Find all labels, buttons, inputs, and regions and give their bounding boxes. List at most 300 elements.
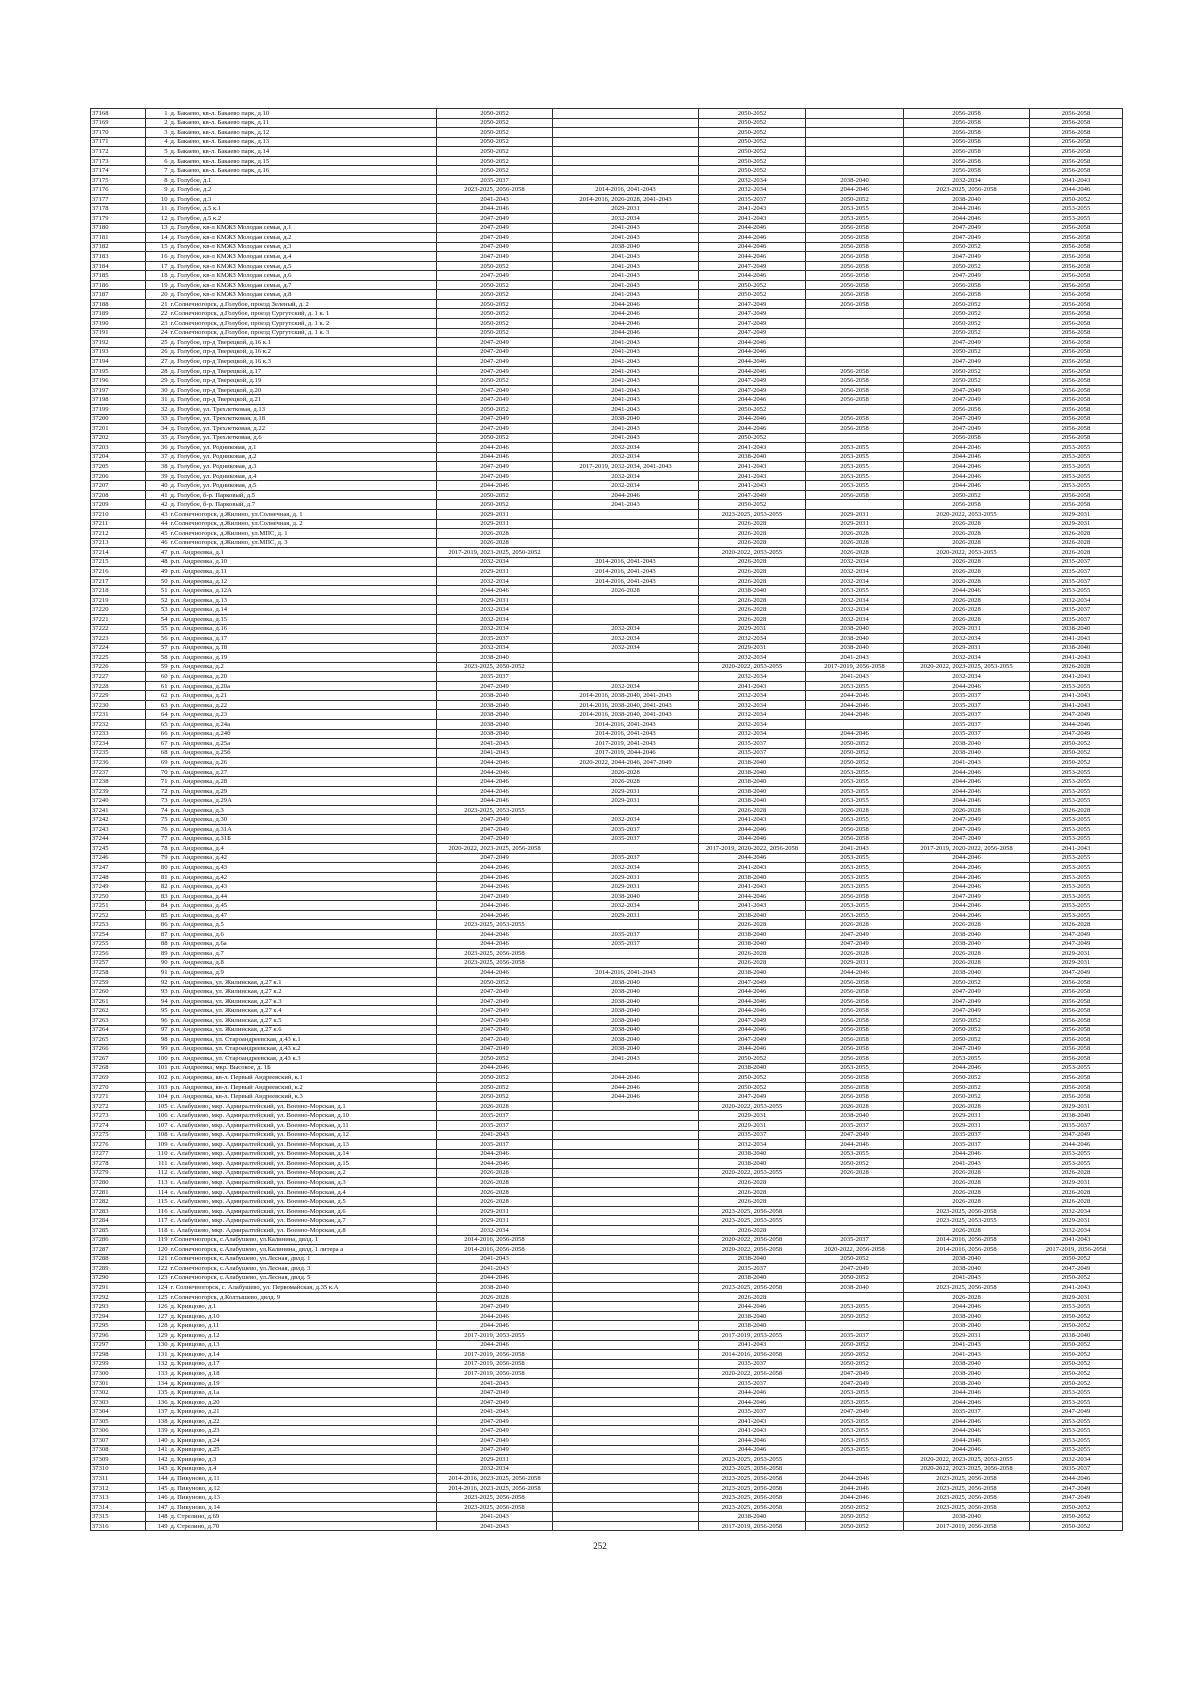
table-row [91,1006,1123,1016]
period-cell-1: 2047-2049 [437,1025,553,1035]
period-cell-6: 2053-2055 [1030,1063,1123,1073]
period-cell-6: 2056-2058 [1030,223,1123,233]
ordinal-cell: 70 [146,767,170,777]
address-cell: д. Голубое, пр-д Тверецкой, д.16 к.2 [170,347,437,357]
period-cell-3: 2029-2031 [699,1111,806,1121]
period-cell-6: 2041-2043 [1030,1283,1123,1293]
table-row [91,1416,1123,1426]
period-cell-6: 2053-2055 [1030,872,1123,882]
ordinal-cell: 145 [146,1483,170,1493]
period-cell-6: 2056-2058 [1030,500,1123,510]
address-cell: р.п. Андреевка, кв-л. Первый Андреевский, к.3 [170,1092,437,1102]
period-cell-6: 2050-2052 [1030,1378,1123,1388]
table-row [91,1140,1123,1150]
address-cell: р.п. Андреевка, д.43 [170,882,437,892]
table-row [91,1178,1123,1188]
period-cell-5: 2023-2025, 2056-2058 [904,1502,1030,1512]
period-cell-3: 2044-2046 [699,1436,806,1446]
table-row [91,1464,1123,1474]
period-cell-6: 2053-2055 [1030,815,1123,825]
ordinal-cell: 46 [146,538,170,548]
period-cell-1: 2023-2025, 2056-2058 [437,185,553,195]
period-cell-6: 2053-2055 [1030,786,1123,796]
period-cell-5: 2038-2040 [904,739,1030,749]
table-row [91,529,1123,539]
period-cell-2: 2035-2037 [553,853,699,863]
table-row [91,1436,1123,1446]
period-cell-2: 2041-2043 [553,338,699,348]
row-id-cell: 37177 [91,194,146,204]
period-cell-3: 2047-2049 [699,319,806,329]
address-cell: р.п. Андреевка, д.28 [170,777,437,787]
period-cell-1: 2032-2034 [437,576,553,586]
period-cell-6: 2047-2049 [1030,1493,1123,1503]
table-row [91,910,1123,920]
period-cell-2: 2032-2034 [553,214,699,224]
period-cell-5: 2044-2046 [904,863,1030,873]
period-cell-5: 2056-2058 [904,156,1030,166]
period-cell-2: 2041-2043 [553,271,699,281]
period-cell-6: 2029-2031 [1030,1292,1123,1302]
period-cell-3: 2038-2040 [699,1273,806,1283]
table-row [91,748,1123,758]
table-row [91,1407,1123,1417]
ordinal-cell: 3 [146,128,170,138]
row-id-cell: 37190 [91,319,146,329]
period-cell-6: 2056-2058 [1030,404,1123,414]
row-id-cell: 37219 [91,595,146,605]
ordinal-cell: 129 [146,1331,170,1341]
ordinal-cell: 96 [146,1015,170,1025]
ordinal-cell: 63 [146,700,170,710]
period-cell-4: 2056-2058 [806,977,904,987]
row-id-cell: 37192 [91,338,146,348]
ordinal-cell: 130 [146,1340,170,1350]
period-cell-3: 2023-2025, 2053-2055 [699,1216,806,1226]
period-cell-2: 2038-2040 [553,1035,699,1045]
address-cell: г.Солнечногорск, д.Жилино, ул.МПС, д. 1 [170,529,437,539]
period-cell-5: 2047-2049 [904,996,1030,1006]
period-cell-3: 2020-2022, 2053-2055 [699,1168,806,1178]
period-cell-6: 2050-2052 [1030,748,1123,758]
row-id-cell: 37168 [91,109,146,119]
ordinal-cell: 48 [146,557,170,567]
row-id-cell: 37281 [91,1187,146,1197]
period-cell-4 [806,118,904,128]
row-id-cell: 37308 [91,1445,146,1455]
table-row [91,834,1123,844]
period-cell-6: 2053-2055 [1030,1426,1123,1436]
period-cell-1: 2023-2025, 2050-2052 [437,662,553,672]
period-cell-5: 2044-2046 [904,796,1030,806]
address-cell: р.п. Андреевка, д.21 [170,691,437,701]
period-cell-6: 2053-2055 [1030,471,1123,481]
address-cell: р.п. Андреевка, д.20а [170,681,437,691]
period-cell-2 [553,1273,699,1283]
ordinal-cell: 7 [146,166,170,176]
row-id-cell: 37296 [91,1331,146,1341]
period-cell-3: 2026-2028 [699,1178,806,1188]
period-cell-3: 2041-2043 [699,471,806,481]
period-cell-2: 2014-2016, 2026-2028, 2041-2043 [553,194,699,204]
period-cell-1: 2047-2049 [437,424,553,434]
period-cell-2: 2044-2046 [553,309,699,319]
period-cell-3: 2032-2034 [699,729,806,739]
period-cell-3: 2041-2043 [699,204,806,214]
period-cell-3: 2044-2046 [699,987,806,997]
period-cell-1: 2041-2043 [437,1130,553,1140]
table-row [91,576,1123,586]
period-cell-6: 2056-2058 [1030,118,1123,128]
period-cell-3: 2032-2034 [699,700,806,710]
address-cell: р.п. Андреевка, д.42 [170,872,437,882]
period-cell-2: 2038-2040 [553,1044,699,1054]
period-cell-4: 2044-2046 [806,691,904,701]
ordinal-cell: 14 [146,233,170,243]
period-cell-2: 2032-2034 [553,643,699,653]
period-cell-6: 2053-2055 [1030,214,1123,224]
period-cell-5: 2032-2034 [904,653,1030,663]
period-cell-6: 2038-2040 [1030,1111,1123,1121]
period-cell-1: 2050-2052 [437,137,553,147]
address-cell: г.Солнечногорск, с.Алабушево, ул.Лесная, двлд. 3 [170,1264,437,1274]
period-cell-1: 2026-2028 [437,1197,553,1207]
period-cell-2 [553,653,699,663]
table-row [91,357,1123,367]
period-cell-1: 2044-2046 [437,767,553,777]
period-cell-4: 2056-2058 [806,385,904,395]
table-row [91,137,1123,147]
period-cell-1: 2023-2025, 2056-2058 [437,949,553,959]
row-id-cell: 37217 [91,576,146,586]
row-id-cell: 37209 [91,500,146,510]
period-cell-1: 2041-2043 [437,1378,553,1388]
row-id-cell: 37304 [91,1407,146,1417]
address-cell: р.п. Андреевка, д.18 [170,643,437,653]
period-cell-1: 2047-2049 [437,1015,553,1025]
table-row [91,1101,1123,1111]
period-cell-5: 2047-2049 [904,414,1030,424]
address-cell: р.п. Андреевка, д.25б [170,748,437,758]
period-cell-1: 2026-2028 [437,1178,553,1188]
period-cell-1: 2041-2043 [437,1407,553,1417]
ordinal-cell: 5 [146,147,170,157]
row-id-cell: 37277 [91,1149,146,1159]
period-cell-3: 2050-2052 [699,109,806,119]
period-cell-5: 2041-2043 [904,1350,1030,1360]
address-cell: р.п. Андреевка, д.4 [170,844,437,854]
period-cell-5: 2053-2055 [904,1054,1030,1064]
period-cell-3: 2050-2052 [699,290,806,300]
period-cell-4: 2026-2028 [806,538,904,548]
row-id-cell: 37301 [91,1378,146,1388]
period-cell-6: 2032-2034 [1030,1225,1123,1235]
table-row [91,1283,1123,1293]
ordinal-cell: 68 [146,748,170,758]
table-row [91,462,1123,472]
row-id-cell: 37297 [91,1340,146,1350]
period-cell-1: 2032-2034 [437,624,553,634]
period-cell-2: 2041-2043 [553,252,699,262]
period-cell-5: 2020-2022, 2053-2055 [904,548,1030,558]
period-cell-6: 2056-2058 [1030,261,1123,271]
period-cell-3: 2035-2037 [699,194,806,204]
period-cell-1: 2047-2049 [437,347,553,357]
ordinal-cell: 102 [146,1073,170,1083]
period-cell-4 [806,1197,904,1207]
period-cell-3: 2044-2046 [699,853,806,863]
row-id-cell: 37279 [91,1168,146,1178]
table-row [91,233,1123,243]
ordinal-cell: 131 [146,1350,170,1360]
table-body [91,109,1123,1531]
row-id-cell: 37239 [91,786,146,796]
period-cell-6: 2056-2058 [1030,357,1123,367]
period-cell-6: 2056-2058 [1030,347,1123,357]
period-cell-1: 2044-2046 [437,872,553,882]
row-id-cell: 37302 [91,1388,146,1398]
period-cell-6: 2047-2049 [1030,1130,1123,1140]
table-row [91,949,1123,959]
period-cell-1: 2047-2049 [437,987,553,997]
period-cell-2: 2032-2034 [553,481,699,491]
period-cell-5: 2056-2058 [904,290,1030,300]
period-cell-3: 2026-2028 [699,614,806,624]
period-cell-6: 2056-2058 [1030,1025,1123,1035]
ordinal-cell: 16 [146,252,170,262]
period-cell-1: 2032-2034 [437,557,553,567]
period-cell-5: 2047-2049 [904,987,1030,997]
ordinal-cell: 1 [146,109,170,119]
address-cell: д. Кривцово, д.1а [170,1388,437,1398]
ordinal-cell: 136 [146,1397,170,1407]
period-cell-5: 2026-2028 [904,958,1030,968]
period-cell-1: 2050-2052 [437,290,553,300]
row-id-cell: 37284 [91,1216,146,1226]
period-cell-4: 2056-2058 [806,996,904,1006]
address-cell: с. Алабушево, мкр. Адмиралтейский, ул. Военно-Морская, д.13 [170,1140,437,1150]
ordinal-cell: 120 [146,1245,170,1255]
period-cell-3: 2035-2037 [699,748,806,758]
period-cell-1: 2035-2037 [437,672,553,682]
period-cell-4 [806,1321,904,1331]
period-cell-6: 2056-2058 [1030,156,1123,166]
period-cell-6: 2050-2052 [1030,758,1123,768]
row-id-cell: 37316 [91,1521,146,1531]
row-id-cell: 37199 [91,404,146,414]
address-cell: д. Кривцово, д.10 [170,1311,437,1321]
period-cell-5: 2041-2043 [904,1340,1030,1350]
row-id-cell: 37305 [91,1416,146,1426]
period-cell-1: 2044-2046 [437,758,553,768]
table-row [91,1512,1123,1522]
row-id-cell: 37173 [91,156,146,166]
period-cell-2 [553,1474,699,1484]
table-row [91,1445,1123,1455]
ordinal-cell: 94 [146,996,170,1006]
ordinal-cell: 115 [146,1197,170,1207]
period-cell-2 [553,1464,699,1474]
period-cell-4 [806,328,904,338]
address-cell: г.Солнечногорск, с.Алабушево, ул.Лесная, двлд. 5 [170,1273,437,1283]
period-cell-4: 2026-2028 [806,529,904,539]
period-cell-2 [553,1197,699,1207]
period-cell-2 [553,614,699,624]
address-cell: д. Кривцово, д.18 [170,1369,437,1379]
period-cell-6: 2035-2037 [1030,1464,1123,1474]
period-cell-2: 2014-2016, 2041-2043 [553,720,699,730]
address-cell: г.Солнечногорск, д.Голубое, проезд Сургутский, д. 1 к. 2 [170,319,437,329]
table-row [91,1455,1123,1465]
period-cell-6: 2053-2055 [1030,1149,1123,1159]
period-cell-5: 2035-2037 [904,700,1030,710]
period-cell-5: 2047-2049 [904,825,1030,835]
row-id-cell: 37244 [91,834,146,844]
period-cell-1: 2038-2040 [437,700,553,710]
table-row [91,1254,1123,1264]
row-id-cell: 37195 [91,366,146,376]
period-cell-2 [553,519,699,529]
period-cell-6: 2053-2055 [1030,901,1123,911]
period-cell-5: 2050-2052 [904,1082,1030,1092]
ordinal-cell: 142 [146,1455,170,1465]
period-cell-4 [806,404,904,414]
table-row [91,796,1123,806]
address-cell: р.п. Андреевка, д.24б [170,729,437,739]
ordinal-cell: 2 [146,118,170,128]
period-cell-4: 2026-2028 [806,548,904,558]
ordinal-cell: 149 [146,1521,170,1531]
ordinal-cell: 80 [146,863,170,873]
row-id-cell: 37271 [91,1092,146,1102]
period-cell-3: 2038-2040 [699,452,806,462]
period-cell-4 [806,338,904,348]
period-cell-2: 2014-2016, 2041-2043 [553,576,699,586]
address-cell: д. Голубое, б-р. Парковый, д.5 [170,490,437,500]
period-cell-1: 2017-2019, 2056-2058 [437,1359,553,1369]
address-cell: р.п. Андреевка, ул. Староандреевская, д.43 к.1 [170,1035,437,1045]
period-cell-3: 2020-2022, 2053-2055 [699,548,806,558]
period-cell-6: 2053-2055 [1030,586,1123,596]
period-cell-5: 2047-2049 [904,1006,1030,1016]
period-cell-1: 2050-2052 [437,433,553,443]
table-row [91,767,1123,777]
ordinal-cell: 87 [146,930,170,940]
table-row [91,1025,1123,1035]
period-cell-4: 2056-2058 [806,223,904,233]
period-cell-6: 2050-2052 [1030,739,1123,749]
period-cell-6: 2056-2058 [1030,1006,1123,1016]
address-cell: д. Голубое, кв-л КМЖЗ Молодая семья, д.5 [170,261,437,271]
period-cell-1: 2050-2052 [437,261,553,271]
period-cell-3: 2023-2025, 2056-2058 [699,1502,806,1512]
row-id-cell: 37194 [91,357,146,367]
address-cell: д. Голубое, пр-д Тверецкой, д.21 [170,395,437,405]
period-cell-3: 2041-2043 [699,882,806,892]
address-cell: д. Кривцово, д.20 [170,1397,437,1407]
period-cell-6: 2056-2058 [1030,433,1123,443]
period-cell-5: 2044-2046 [904,586,1030,596]
address-cell: д. Кривцово, д.21 [170,1407,437,1417]
period-cell-5: 2023-2025, 2056-2058 [904,1283,1030,1293]
period-cell-6: 2053-2055 [1030,777,1123,787]
period-cell-1: 2029-2031 [437,595,553,605]
period-cell-6: 2056-2058 [1030,338,1123,348]
period-cell-1: 2026-2028 [437,1187,553,1197]
table-row [91,653,1123,663]
ordinal-cell: 113 [146,1178,170,1188]
table-row [91,204,1123,214]
ordinal-cell: 15 [146,242,170,252]
period-cell-4: 2053-2055 [806,681,904,691]
period-cell-5: 2056-2058 [904,500,1030,510]
period-cell-3: 2038-2040 [699,872,806,882]
period-cell-5: 2047-2049 [904,395,1030,405]
period-cell-5: 2050-2052 [904,1025,1030,1035]
period-cell-3: 2035-2037 [699,739,806,749]
address-cell: р.п. Андреевка, д.26 [170,758,437,768]
table-row [91,1149,1123,1159]
period-cell-6: 2056-2058 [1030,128,1123,138]
period-cell-3: 2044-2046 [699,996,806,1006]
period-cell-1: 2050-2052 [437,309,553,319]
period-cell-2: 2014-2016, 2041-2043 [553,557,699,567]
period-cell-5: 2056-2058 [904,280,1030,290]
row-id-cell: 37210 [91,509,146,519]
period-cell-5: 2026-2028 [904,576,1030,586]
ordinal-cell: 56 [146,634,170,644]
period-cell-1: 2026-2028 [437,1168,553,1178]
row-id-cell: 37256 [91,949,146,959]
ordinal-cell: 9 [146,185,170,195]
period-cell-3: 2044-2046 [699,891,806,901]
period-cell-4: 2056-2058 [806,376,904,386]
table-row [91,672,1123,682]
table-row [91,1130,1123,1140]
period-cell-3: 2044-2046 [699,347,806,357]
period-cell-2: 2029-2031 [553,882,699,892]
period-cell-4: 2047-2049 [806,1378,904,1388]
period-cell-4: 2029-2031 [806,509,904,519]
address-cell: д. Голубое, д.3 [170,194,437,204]
period-cell-3: 2038-2040 [699,767,806,777]
period-cell-6: 2056-2058 [1030,1035,1123,1045]
period-cell-6: 2044-2046 [1030,1474,1123,1484]
period-cell-4: 2035-2037 [806,1120,904,1130]
period-cell-6: 2047-2049 [1030,1483,1123,1493]
period-cell-4: 2050-2052 [806,194,904,204]
period-cell-6: 2026-2028 [1030,1187,1123,1197]
period-cell-2: 2038-2040 [553,1025,699,1035]
address-cell: с. Алабушево, мкр. Адмиралтейский, ул. Военно-Морская, д.1 [170,1101,437,1111]
table-row [91,1369,1123,1379]
period-cell-1: 2044-2046 [437,481,553,491]
period-cell-6: 2056-2058 [1030,137,1123,147]
address-cell: д. Голубое, пр-д Тверецкой, д.16 к.3 [170,357,437,367]
ordinal-cell: 35 [146,433,170,443]
period-cell-6: 2056-2058 [1030,490,1123,500]
period-cell-3: 2038-2040 [699,910,806,920]
period-cell-4: 2020-2022, 2056-2058 [806,1245,904,1255]
period-cell-5: 2044-2046 [904,786,1030,796]
period-cell-4: 2053-2055 [806,1063,904,1073]
address-cell: д. Кривцово, д.25 [170,1445,437,1455]
period-cell-3: 2041-2043 [699,901,806,911]
period-cell-6: 2056-2058 [1030,271,1123,281]
row-id-cell: 37213 [91,538,146,548]
period-cell-1: 2041-2043 [437,1254,553,1264]
table-row [91,786,1123,796]
